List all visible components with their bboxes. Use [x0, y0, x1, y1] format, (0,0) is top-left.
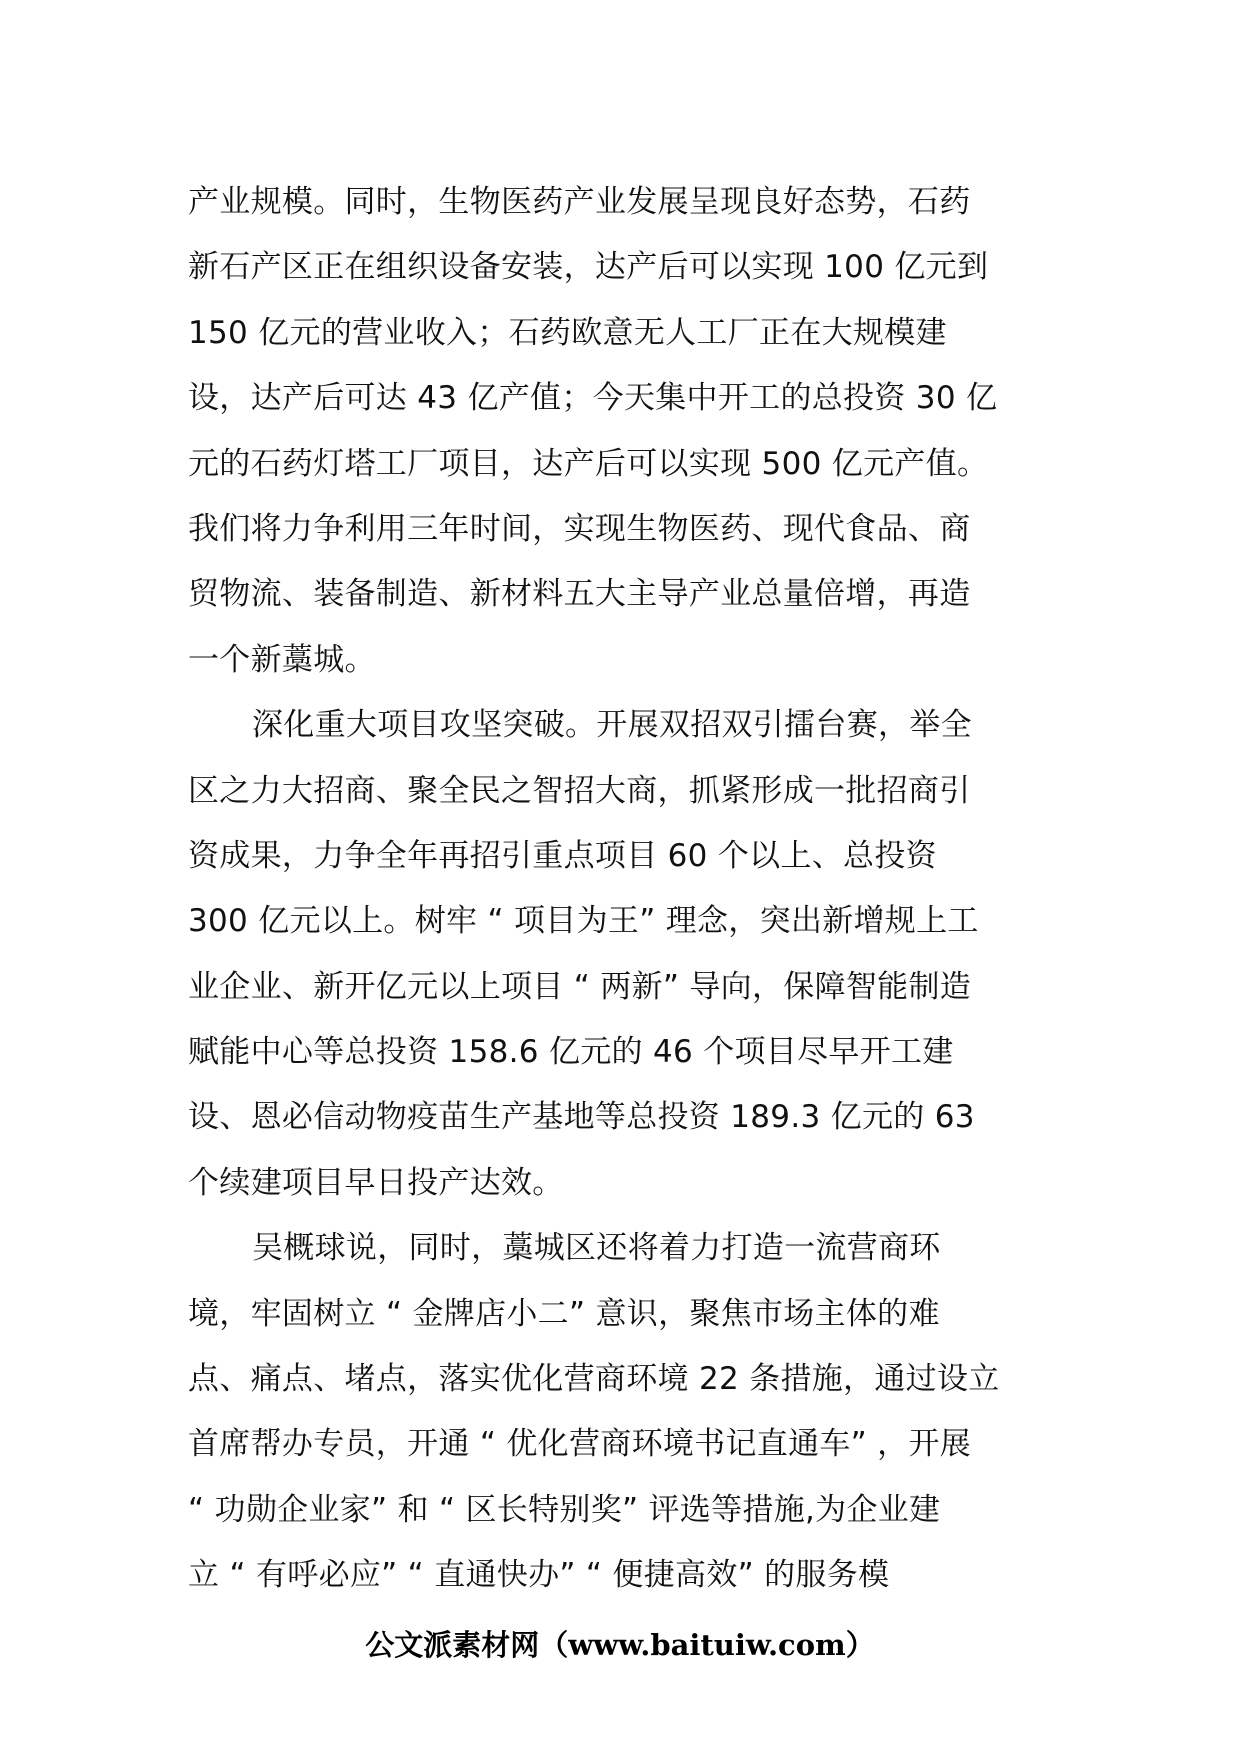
text-line: 个续建项目早日投产达效。 [188, 1164, 564, 1201]
text-line: 产业规模。同时，生物医药产业发展呈现良好态势，石药 [188, 184, 971, 220]
paragraph-start-line: 深化重大项目攻坚突破。开展双招双引擂台赛，举全 [252, 707, 972, 744]
text-line: 新石产区正在组织设备安装，达产后可以实现 100 亿元到 [188, 249, 989, 286]
text-line: 一个新藁城。 [188, 641, 376, 678]
text-line: “ 功勋企业家” 和 “ 区长特别奖” 评选等措施,为企业建 [188, 1491, 941, 1528]
text-line: 资成果，力争全年再招引重点项目 60 个以上、总投资 [188, 837, 937, 874]
text-line: 赋能中心等总投资 158.6 亿元的 46 个项目尽早开工建 [188, 1034, 954, 1071]
footer-watermark: 公文派素材网（www.baituiw.com） [365, 1628, 875, 1662]
text-line: 设，达产后可达 43 亿产值；今天集中开工的总投资 30 亿 [188, 380, 998, 417]
text-line: 150 亿元的营业收入；石药欧意无人工厂正在大规模建 [188, 314, 947, 351]
text-line: 首席帮办专员，开通 “ 优化营商环境书记直通车” ，开展 [188, 1426, 972, 1463]
text-line: 境，牢固树立 “ 金牌店小二” 意识，聚焦市场主体的难 [188, 1295, 940, 1332]
text-line: 业企业、新开亿元以上项目 “ 两新” 导向，保障智能制造 [188, 968, 972, 1005]
paragraph-start-line: 吴概球说，同时，藁城区还将着力打造一流营商环 [252, 1230, 941, 1267]
text-line: 贸物流、装备制造、新材料五大主导产业总量倍增，再造 [188, 576, 971, 613]
document-body [188, 170, 1058, 1609]
text-line: 点、痛点、堵点，落实优化营商环境 22 条措施，通过设立 [188, 1361, 1000, 1398]
text-line: 区之力大招商、聚全民之智招大商，抓紧形成一批招商引 [188, 772, 971, 809]
text-line: 设、恩必信动物疫苗生产基地等总投资 189.3 亿元的 63 [188, 1099, 975, 1136]
text-line: 元的石药灯塔工厂项目，达产后可以实现 500 亿元产值。 [188, 445, 989, 482]
text-line: 我们将力争利用三年时间，实现生物医药、现代食品、商 [188, 510, 971, 547]
text-line: 300 亿元以上。树牢 “ 项目为王” 理念，突出新增规上工 [188, 903, 979, 940]
text-line: 立 “ 有呼必应” “ 直通快办” “ 便捷高效” 的服务模 [188, 1557, 890, 1594]
